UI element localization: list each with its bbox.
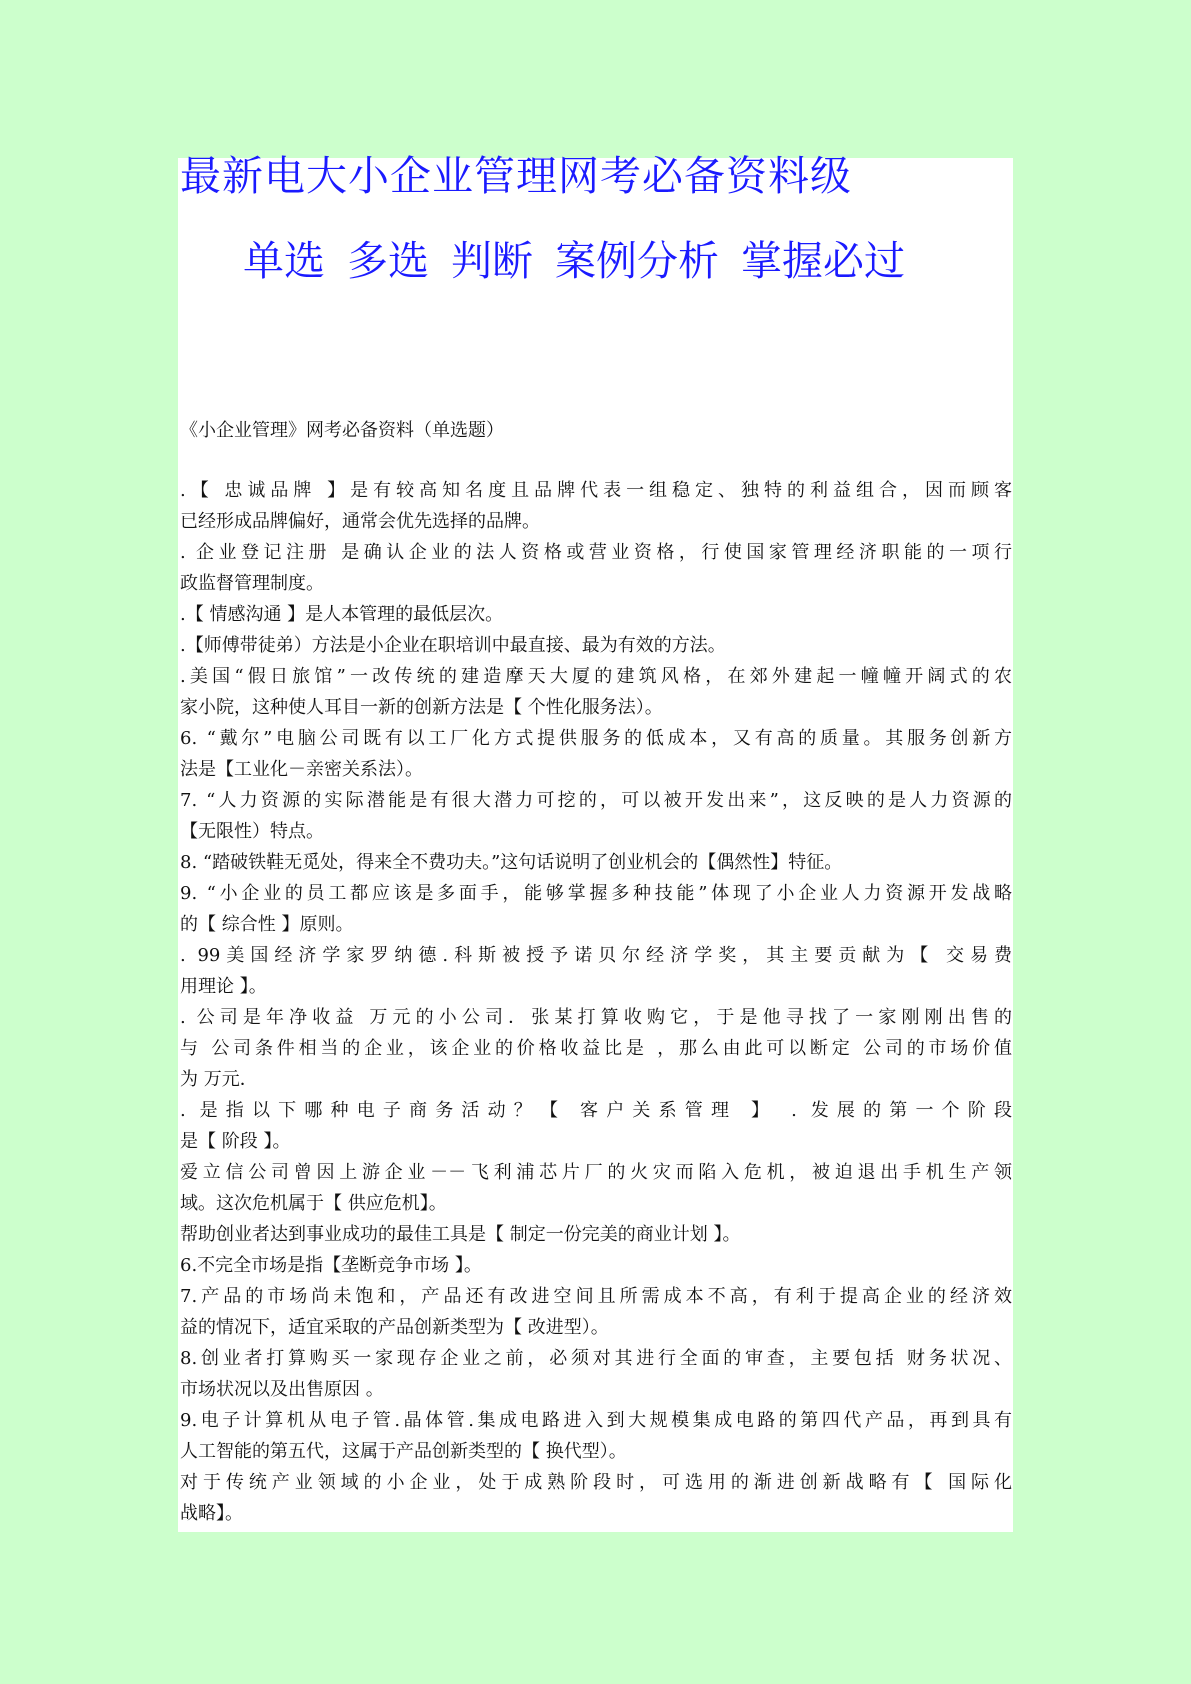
- text-line: 【无限性）特点。: [180, 821, 324, 842]
- text-line: 域。这次危机属于【 供应危机】。: [180, 1193, 447, 1214]
- text-line: .【 忠诚品牌 】是有较高知名度且品牌代表一组稳定、独特的利益组合，因而顾客: [180, 480, 1012, 501]
- text-line: .【 情感沟通 】是人本管理的最低层次。: [180, 604, 504, 625]
- text-line: . 企业登记注册 是确认企业的法人资格或营业资格，行使国家管理经济职能的一项行: [180, 542, 1012, 563]
- text-line: 的【 综合性 】原则。: [180, 914, 354, 935]
- text-line: 政监督管理制度。: [180, 573, 324, 594]
- text-line: 7. “人力资源的实际潜能是有很大潜力可挖的，可以被开发出来”，这反映的是人力资源的: [180, 790, 1012, 811]
- text-line: 9.电子计算机从电子管.晶体管.集成电路进入到大规模集成电路的第四代产品，再到具有: [180, 1410, 1012, 1431]
- subtitle-item: 案例分析: [555, 237, 719, 285]
- text-line: 6. “戴尔”电脑公司既有以工厂化方式提供服务的低成本，又有高的质量。其服务创新方: [180, 728, 1012, 749]
- text-line: 8. “踏破铁鞋无觅处，得来全不费功夫。”这句话说明了创业机会的【偶然性】特征。: [180, 852, 843, 873]
- text-line: 9. “小企业的员工都应该是多面手，能够掌握多种技能”体现了小企业人力资源开发战略: [180, 883, 1012, 904]
- text-line: 对于传统产业领域的小企业，处于成熟阶段时，可选用的渐进创新战略有【 国际化: [180, 1472, 1012, 1493]
- text-line: 是【 阶段 】。: [180, 1131, 291, 1152]
- text-line: 7.产品的市场尚未饱和，产品还有改进空间且所需成本不高，有利于提高企业的经济效: [180, 1286, 1012, 1307]
- subtitle-item: 单选: [243, 237, 325, 285]
- subtitle-item: 判断: [451, 237, 533, 285]
- text-line: 战略】。: [180, 1503, 243, 1524]
- text-line: . 是指以下哪种电子商务活动？【 客户关系管理 】 . 发展的第一个阶段: [180, 1100, 1012, 1121]
- text-line: .【师傅带徒弟）方法是小企业在职培训中最直接、最为有效的方法。: [180, 635, 726, 656]
- subtitle-item: 多选: [347, 237, 429, 285]
- text-line: 市场状况以及出售原因 。: [180, 1379, 384, 1400]
- text-line: 人工智能的第五代，这属于产品创新类型的【 换代型）。: [180, 1441, 627, 1462]
- section-heading: 《小企业管理》网考必备资料（单选题）: [180, 420, 504, 441]
- text-line: 与 公司条件相当的企业，该企业的价格收益比是 ，那么由此可以断定 公司的市场价值: [180, 1038, 1012, 1059]
- text-line: 爱立信公司曾因上游企业－－飞利浦芯片厂的火灾而陷入危机，被迫退出手机生产领: [180, 1162, 1012, 1183]
- text-line: 用理论 】。: [180, 976, 267, 997]
- document-title: 最新电大小企业管理网考必备资料级: [180, 152, 852, 200]
- text-line: .美国“假日旅馆”一改传统的建造摩天大厦的建筑风格，在郊外建起一幢幢开阔式的农: [180, 666, 1012, 687]
- text-line: 法是【工业化－亲密关系法）。: [180, 759, 423, 780]
- text-line: 为 万元．: [180, 1069, 258, 1090]
- text-line: 8.创业者打算购买一家现存企业之前，必须对其进行全面的审查，主要包括 财务状况、: [180, 1348, 1012, 1369]
- subtitle-item: 掌握必过: [741, 237, 905, 285]
- text-line: 已经形成品牌偏好，通常会优先选择的品牌。: [180, 511, 540, 532]
- text-line: . 公司是年净收益 万元的小公司．张某打算收购它，于是他寻找了一家刚刚出售的: [180, 1007, 1012, 1028]
- text-line: . 99美国经济学家罗纳德.科斯被授予诺贝尔经济学奖，其主要贡献为【 交易费: [180, 945, 1012, 966]
- text-line: 帮助创业者达到事业成功的最佳工具是【 制定一份完美的商业计划 】。: [180, 1224, 741, 1245]
- text-line: 家小院，这种使人耳目一新的创新方法是【 个性化服务法）。: [180, 697, 663, 718]
- document-subtitle: [243, 228, 927, 287]
- text-line: 6.不完全市场是指【垄断竞争市场 】。: [180, 1255, 482, 1276]
- text-line: 益的情况下，适宜采取的产品创新类型为【 改进型）。: [180, 1317, 609, 1338]
